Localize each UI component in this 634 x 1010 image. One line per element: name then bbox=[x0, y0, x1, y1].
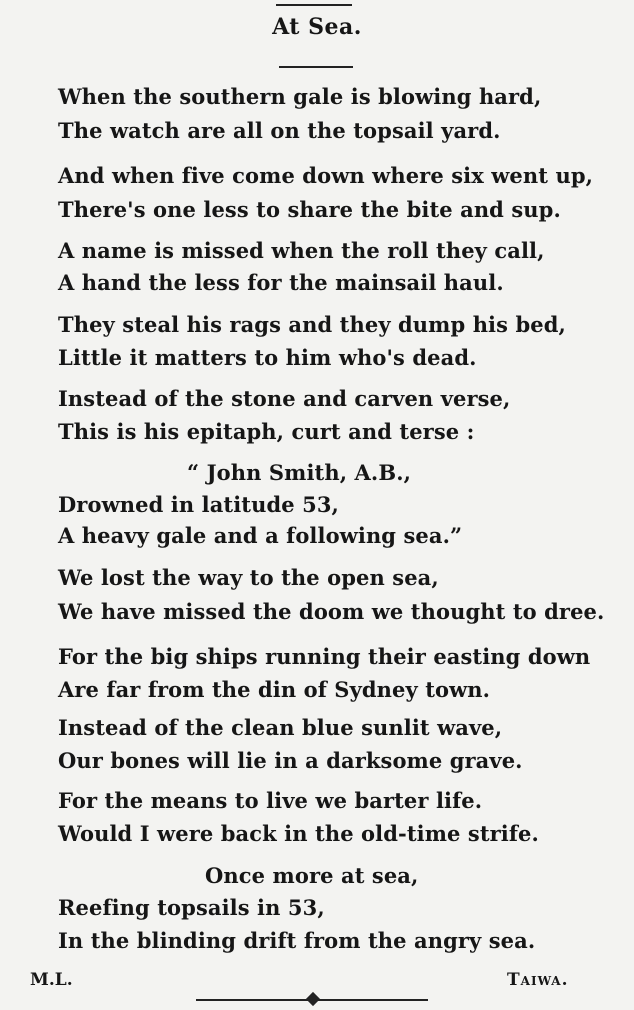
poem-line: Once more at sea, bbox=[205, 863, 419, 888]
author-signature: Taiwa. bbox=[507, 970, 569, 990]
poem-line: “ John Smith, A.B., bbox=[187, 460, 412, 485]
poem-line: When the southern gale is blowing hard, bbox=[58, 84, 542, 109]
poem-line: Instead of the stone and carven verse, bbox=[58, 386, 511, 411]
poem-line: And when five come down where six went up, bbox=[58, 163, 594, 188]
poem-line: For the big ships running their easting down bbox=[58, 644, 591, 669]
poem-line: Our bones will lie in a darksome grave. bbox=[58, 748, 523, 773]
poem-line: They steal his rags and they dump his bed, bbox=[58, 312, 566, 337]
poem-line: A hand the less for the mainsail haul. bbox=[58, 270, 504, 295]
diamond-ornament-icon bbox=[306, 992, 320, 1006]
poem-line: Instead of the clean blue sunlit wave, bbox=[58, 715, 503, 740]
poem-line: A name is missed when the roll they call, bbox=[58, 238, 545, 263]
poem-line: A heavy gale and a following sea.” bbox=[58, 523, 463, 548]
poem-line: Are far from the din of Sydney town. bbox=[58, 677, 491, 702]
source-credit: M.L. bbox=[30, 970, 73, 990]
title-rule bbox=[279, 66, 353, 68]
poem-line: Little it matters to him who's dead. bbox=[58, 345, 477, 370]
poem-line: We lost the way to the open sea, bbox=[58, 565, 439, 590]
poem-line: We have missed the doom we thought to dree. bbox=[58, 599, 605, 624]
poem-line: Reefing topsails in 53, bbox=[58, 895, 325, 920]
poem-line: There's one less to share the bite and sup. bbox=[58, 197, 561, 222]
poem-line: The watch are all on the topsail yard. bbox=[58, 118, 501, 143]
poem-line: Drowned in latitude 53, bbox=[58, 492, 339, 517]
poem-line: Would I were back in the old-time strife. bbox=[58, 821, 539, 846]
poem-line: For the means to live we barter life. bbox=[58, 788, 483, 813]
poem-line: In the blinding drift from the angry sea. bbox=[58, 928, 536, 953]
poem-title: At Sea. bbox=[272, 14, 362, 40]
top-rule bbox=[276, 4, 352, 6]
poem-line: This is his epitaph, curt and terse : bbox=[58, 419, 475, 444]
